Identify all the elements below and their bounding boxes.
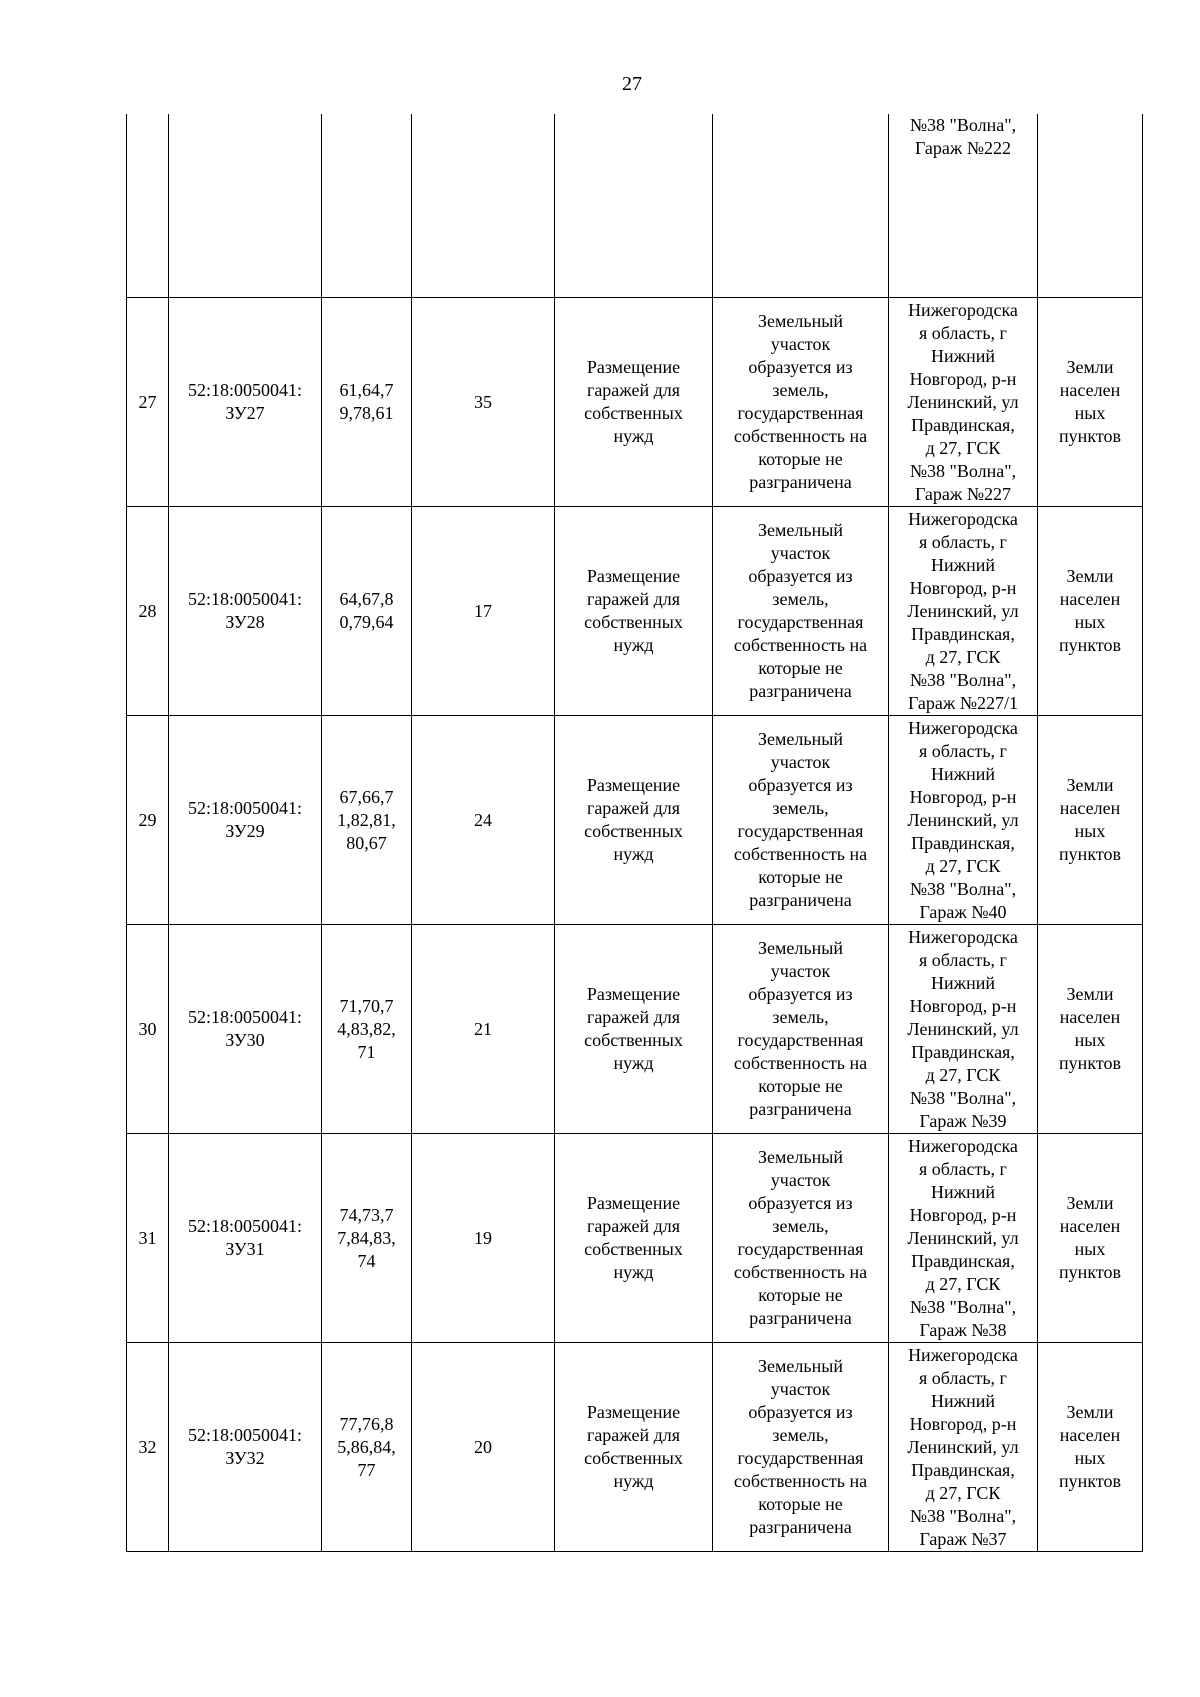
cell-address: Нижегородска я область, г Нижний Новгород, р-н Ленинский, ул Правдинская, д 27, ГСК №38 "Волна", Гараж №38	[889, 1134, 1038, 1343]
cell-area: 21	[412, 925, 555, 1134]
cell-address: Нижегородска я область, г Нижний Новгород, р-н Ленинский, ул Правдинская, д 27, ГСК №38 "Волна", Гараж №227	[889, 298, 1038, 507]
cell-points: 67,66,7 1,82,81, 80,67	[322, 716, 412, 925]
cell-cadastral: 52:18:0050041: ЗУ32	[169, 1343, 322, 1552]
table-row	[127, 716, 1143, 925]
cell-points: 64,67,8 0,79,64	[322, 507, 412, 716]
cell-ownership: Земельный участок образуется из земель, государственная собственность на которые не разграничена	[713, 925, 889, 1134]
table-row	[127, 1134, 1143, 1343]
cell-area: 17	[412, 507, 555, 716]
cell-area: 20	[412, 1343, 555, 1552]
cell-points: 71,70,7 4,83,82, 71	[322, 925, 412, 1134]
cell-ownership: Земельный участок образуется из земель, государственная собственность на которые не разграничена	[713, 1343, 889, 1552]
cell-cadastral: 52:18:0050041: ЗУ31	[169, 1134, 322, 1343]
cell-number: 28	[127, 507, 169, 716]
cell-address: Нижегородска я область, г Нижний Новгород, р-н Ленинский, ул Правдинская, д 27, ГСК №38 "Волна", Гараж №39	[889, 925, 1038, 1134]
cell-points: 74,73,7 7,84,83, 74	[322, 1134, 412, 1343]
cell-points: 61,64,7 9,78,61	[322, 298, 412, 507]
cell-use: Размещение гаражей для собственных нужд	[555, 716, 713, 925]
cell-number: 29	[127, 716, 169, 925]
cell-number: 30	[127, 925, 169, 1134]
cell-category	[1038, 114, 1143, 298]
land-plots-table	[126, 114, 1143, 1552]
cell-points	[322, 114, 412, 298]
cell-cadastral: 52:18:0050041: ЗУ30	[169, 925, 322, 1134]
cell-use	[555, 114, 713, 298]
cell-use: Размещение гаражей для собственных нужд	[555, 1134, 713, 1343]
cell-area	[412, 114, 555, 298]
table-row	[127, 298, 1143, 507]
cell-number: 31	[127, 1134, 169, 1343]
cell-cadastral: 52:18:0050041: ЗУ27	[169, 298, 322, 507]
cell-use: Размещение гаражей для собственных нужд	[555, 1343, 713, 1552]
cell-category: Земли населен ных пунктов	[1038, 507, 1143, 716]
cell-address: №38 "Волна", Гараж №222	[889, 114, 1038, 298]
cell-use: Размещение гаражей для собственных нужд	[555, 298, 713, 507]
table-row	[127, 507, 1143, 716]
cell-category: Земли населен ных пунктов	[1038, 925, 1143, 1134]
cell-cadastral: 52:18:0050041: ЗУ29	[169, 716, 322, 925]
cell-number	[127, 114, 169, 298]
table-row-continued	[127, 114, 1143, 298]
cell-ownership	[713, 114, 889, 298]
table-row	[127, 1343, 1143, 1552]
cell-number: 27	[127, 298, 169, 507]
cell-area: 35	[412, 298, 555, 507]
cell-cadastral	[169, 114, 322, 298]
cell-use: Размещение гаражей для собственных нужд	[555, 507, 713, 716]
page-number: 27	[622, 73, 642, 95]
cell-cadastral: 52:18:0050041: ЗУ28	[169, 507, 322, 716]
cell-address: Нижегородска я область, г Нижний Новгород, р-н Ленинский, ул Правдинская, д 27, ГСК №38 "Волна", Гараж №227/1	[889, 507, 1038, 716]
cell-area: 24	[412, 716, 555, 925]
cell-category: Земли населен ных пунктов	[1038, 1134, 1143, 1343]
cell-category: Земли населен ных пунктов	[1038, 298, 1143, 507]
table-row	[127, 925, 1143, 1134]
cell-area: 19	[412, 1134, 555, 1343]
cell-address: Нижегородска я область, г Нижний Новгород, р-н Ленинский, ул Правдинская, д 27, ГСК №38 "Волна", Гараж №37	[889, 1343, 1038, 1552]
cell-address: Нижегородска я область, г Нижний Новгород, р-н Ленинский, ул Правдинская, д 27, ГСК №38 "Волна", Гараж №40	[889, 716, 1038, 925]
cell-use: Размещение гаражей для собственных нужд	[555, 925, 713, 1134]
cell-category: Земли населен ных пунктов	[1038, 1343, 1143, 1552]
cell-ownership: Земельный участок образуется из земель, государственная собственность на которые не разграничена	[713, 507, 889, 716]
cell-number: 32	[127, 1343, 169, 1552]
cell-points: 77,76,8 5,86,84, 77	[322, 1343, 412, 1552]
cell-ownership: Земельный участок образуется из земель, государственная собственность на которые не разграничена	[713, 1134, 889, 1343]
cell-ownership: Земельный участок образуется из земель, государственная собственность на которые не разграничена	[713, 298, 889, 507]
cell-category: Земли населен ных пунктов	[1038, 716, 1143, 925]
cell-ownership: Земельный участок образуется из земель, государственная собственность на которые не разграничена	[713, 716, 889, 925]
